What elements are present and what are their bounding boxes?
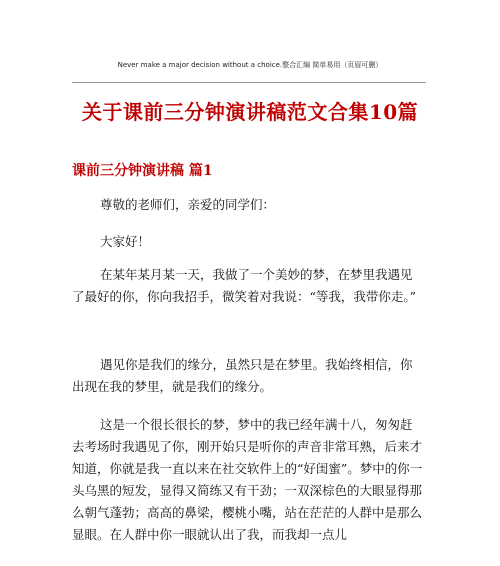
paragraph-fate: 遇见你是我们的缘分，虽然只是在梦里。我始终相信，你出现在我的梦里，就是我们的缘分。	[72, 357, 413, 394]
paragraph-greeting: 尊敬的老师们，亲爱的同学们：	[100, 197, 276, 212]
paragraph-long-dream: 这是一个很长很长的梦，梦中的我已经年满十八，匆匆赶去考场时我遇见了你，刚开始只是听你的声音非常耳熟，后来才知道，你就是我一直以来在社交软件上的“好闺蜜”。梦中的你一头乌黑的短发，显得又简练又有干劲；一双深棕色的大眼显得那么朝气蓬勃；高高的鼻梁，樱桃小嘴，站在茫茫的人群中是那么显眼。在人群中你一眼就认出了我，而我却一点儿	[72, 417, 423, 542]
header-divider	[72, 82, 426, 83]
paragraph-dream: 在某年某月某一天，我做了一个美妙的梦，在梦里我遇见了最好的你，你向我招手，微笑着对我说：“等我，我带你走。”	[72, 267, 417, 304]
page-header: Never make a major decision without a choice.整合汇编 简单易用（页眉可删）	[117, 61, 383, 69]
section-title: 课前三分钟演讲稿 篇1	[72, 163, 213, 179]
document-title: 关于课前三分钟演讲稿范文合集10篇	[81, 100, 419, 124]
paragraph-hello: 大家好！	[100, 234, 151, 249]
